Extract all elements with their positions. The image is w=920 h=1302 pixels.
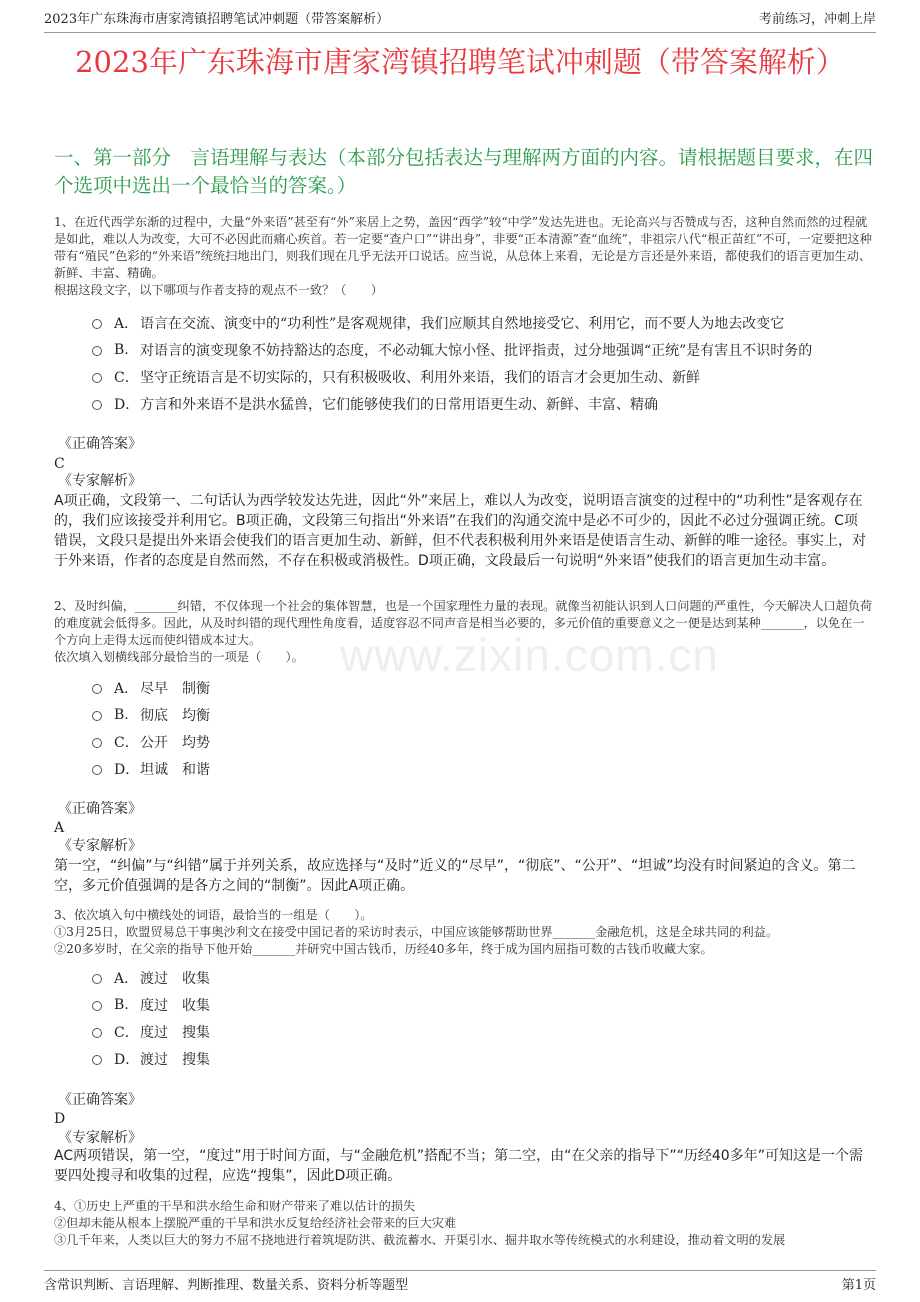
option-letter: C． <box>114 735 139 751</box>
radio-icon[interactable] <box>92 1001 102 1011</box>
question-3-stem: 3、依次填入句中横线处的词语，最恰当的一组是（ ）。 <box>54 908 373 922</box>
q2-answer-label: 《正确答案》 <box>58 801 142 817</box>
radio-icon[interactable] <box>92 738 102 748</box>
q3-analysis-label: 《专家解析》 <box>58 1130 142 1146</box>
q3-option-a[interactable] <box>92 968 210 988</box>
radio-icon[interactable] <box>92 974 102 984</box>
header-right-text: 考前练习，冲刺上岸 <box>758 12 876 27</box>
q1-analysis: A项正确，文段第一、二句话认为西学较发达先进，因此“外”来居上，难以人为改变，说明语言演变的过程中的“功利性”是客观存在的，我们应该接受并利用它。B项正确，文段第三句指出“外来语”在我们的沟通交流中是必不可少的，因此不必过分强调正统。C项错误，文段只是提出外来语会使我们的语言更加生动、新鲜，但不代表积极利用外来语是使语言生动、新鲜的唯一途径。事实上，对于外来语，作者的态度是自然而然，不存在积极或消极性。D项正确，文段最后一句说明“外来语”使我们的语言更加生动丰富。 <box>54 493 866 569</box>
q3-option-b[interactable] <box>92 995 210 1015</box>
option-text: 方言和外来语不是洪水猛兽，它们能够使我们的日常用语更生动、新鲜、丰富、精确 <box>140 397 658 413</box>
question-4-line-3: ③几千年来，人类以巨大的努力不屈不挠地进行着筑堤防洪、截流蓄水、开渠引水、掘井取水等传统模式的水利建设，推动着文明的发展 <box>54 1233 786 1247</box>
option-text: 彻底 均衡 <box>140 708 210 724</box>
question-1 <box>54 214 874 299</box>
q1-answer-label: 《正确答案》 <box>58 436 142 452</box>
question-2-ask: 依次填入划横线部分最恰当的一项是（ ）。 <box>54 650 304 664</box>
option-text: 坚守正统语言是不切实际的，只有积极吸收、利用外来语，我们的语言才会更加生动、新鲜 <box>140 370 700 386</box>
option-text: 尽早 制衡 <box>140 681 210 697</box>
radio-icon[interactable] <box>92 1028 102 1038</box>
option-text: 坦诚 和谐 <box>140 762 210 778</box>
q2-option-c[interactable] <box>92 732 210 752</box>
option-letter: A． <box>114 681 139 697</box>
radio-icon[interactable] <box>92 373 102 383</box>
question-3-line-1: ①3月25日，欧盟贸易总干事奥沙利文在接受中国记者的采访时表示，中国应该能够帮助世界_______金融危机，这是全球共同的利益。 <box>54 925 779 939</box>
q1-answer: C <box>54 456 65 472</box>
option-letter: C． <box>114 370 139 386</box>
q2-option-a[interactable] <box>92 678 210 698</box>
question-3-line-2: ②20多岁时，在父亲的指导下他开始_______并研究中国古钱币，历经40多年，终于成为国内屈指可数的古钱币收藏大家。 <box>54 942 713 956</box>
q3-answer-label: 《正确答案》 <box>58 1092 142 1108</box>
option-text: 渡过 搜集 <box>140 1052 210 1068</box>
watermark: www.zixin.com.cn <box>340 629 719 681</box>
radio-icon[interactable] <box>92 319 102 329</box>
q2-analysis-label: 《专家解析》 <box>58 838 142 854</box>
radio-icon[interactable] <box>92 400 102 410</box>
page-footer <box>44 1270 876 1293</box>
radio-icon[interactable] <box>92 346 102 356</box>
q3-option-d[interactable] <box>92 1049 210 1069</box>
page-header <box>44 10 876 33</box>
question-1-ask: 根据这段文字，以下哪项与作者支持的观点不一致？（ ） <box>54 283 384 297</box>
question-4-line-2: ②但却未能从根本上摆脱严重的干旱和洪水反复给经济社会带来的巨大灾难 <box>54 1216 457 1230</box>
option-text: 渡过 收集 <box>140 971 210 987</box>
question-4 <box>54 1198 874 1249</box>
q1-analysis-label: 《专家解析》 <box>58 473 142 489</box>
radio-icon[interactable] <box>92 711 102 721</box>
option-letter: A． <box>114 316 139 332</box>
option-letter: D． <box>114 1052 140 1068</box>
q3-option-c[interactable] <box>92 1022 210 1042</box>
option-letter: A． <box>114 971 139 987</box>
radio-icon[interactable] <box>92 765 102 775</box>
q3-answer: D <box>54 1111 66 1127</box>
option-letter: D． <box>114 397 140 413</box>
q3-analysis: AC两项错误，第一空，“度过”用于时间方面，与“金融危机”搭配不当；第二空，由“在父亲的指导下”“历经40多年”可知这是一个需要四处搜寻和收集的过程，应选“搜集”，因此D项正确。 <box>54 1148 863 1184</box>
option-letter: B. <box>114 707 129 723</box>
footer-left-text: 含常识判断、言语理解、判断推理、数量关系、资料分析等题型 <box>44 1278 409 1293</box>
option-letter: D． <box>114 762 140 778</box>
q1-option-a[interactable] <box>92 313 784 333</box>
page-number: 第1页 <box>841 1278 876 1293</box>
option-text: 对语言的演变现象不妨持豁达的态度，不必动辄大惊小怪、批评指责，过分地强调“正统”是有害且不识时务的 <box>140 343 813 359</box>
question-1-stem: 1、在近代西学东渐的过程中，大量“外来语”甚至有“外”来居上之势，盖因“西学”较“中学”发达先进也。无论高兴与否赞成与否，这种自然而然的过程就是如此，难以人为改变，大可不必因此而痛心疾首。若一定要“查户口”“讲出身”，非要“正本清源”查“血统”，非祖宗八代“根正苗红”不可，一定要把这种带有“殖民”色彩的“外来语”统统扫地出门，则我们现在几乎无法开口说话。应当说，从总体上来看，无论是方言还是外来语，都使我们的语言更加生动、新鲜、丰富、精确。 <box>54 215 872 280</box>
option-letter: B. <box>114 997 129 1013</box>
q1-option-c[interactable] <box>92 367 700 387</box>
option-text: 语言在交流、演变中的“功利性”是客观规律，我们应顺其自然地接受它、利用它，而不要人为地去改变它 <box>140 316 785 332</box>
q2-option-d[interactable] <box>92 759 210 779</box>
option-text: 公开 均势 <box>140 735 210 751</box>
document-title: 2023年广东珠海市唐家湾镇招聘笔试冲刺题（带答案解析） <box>75 45 845 79</box>
radio-icon[interactable] <box>92 1055 102 1065</box>
q2-analysis: 第一空，“纠偏”与“纠错”属于并列关系，故应选择与“及时”近义的“尽早”，“彻底”、“公开”、“坦诚”均没有时间紧迫的含义。第二空，多元价值强调的是各方之间的“制衡”。因此A项正确。 <box>54 858 856 894</box>
q1-option-b[interactable] <box>92 340 812 360</box>
radio-icon[interactable] <box>92 684 102 694</box>
q2-answer: A <box>54 820 65 836</box>
question-4-line-1: 4、①历史上严重的干旱和洪水给生命和财产带来了难以估计的损失 <box>54 1199 416 1213</box>
question-2-stem: 2、及时纠偏，_______纠错，不仅体现一个社会的集体智慧，也是一个国家理性力量的表现。就像当初能认识到人口问题的严重性，今天解决人口超负荷的难度就会低得多。因此，从及时纠错的现代理性角度看，适度容忍不同声音是相当必要的，多元价值的重要意义之一便是达到某种_______，以免在一个方向上走得太远而使纠错成本过大。 <box>54 599 873 647</box>
question-3 <box>54 907 874 958</box>
option-letter: B. <box>114 342 129 358</box>
option-text: 度过 收集 <box>140 998 210 1014</box>
q1-option-d[interactable] <box>92 394 658 414</box>
header-left-text: 2023年广东珠海市唐家湾镇招聘笔试冲刺题（带答案解析） <box>44 12 390 27</box>
section-heading: 一、第一部分 言语理解与表达（本部分包括表达与理解两方面的内容。请根据题目要求，在四个选项中选出一个最恰当的答案。） <box>54 146 874 197</box>
q2-option-b[interactable] <box>92 705 210 725</box>
option-letter: C． <box>114 1025 139 1041</box>
option-text: 度过 搜集 <box>140 1025 210 1041</box>
